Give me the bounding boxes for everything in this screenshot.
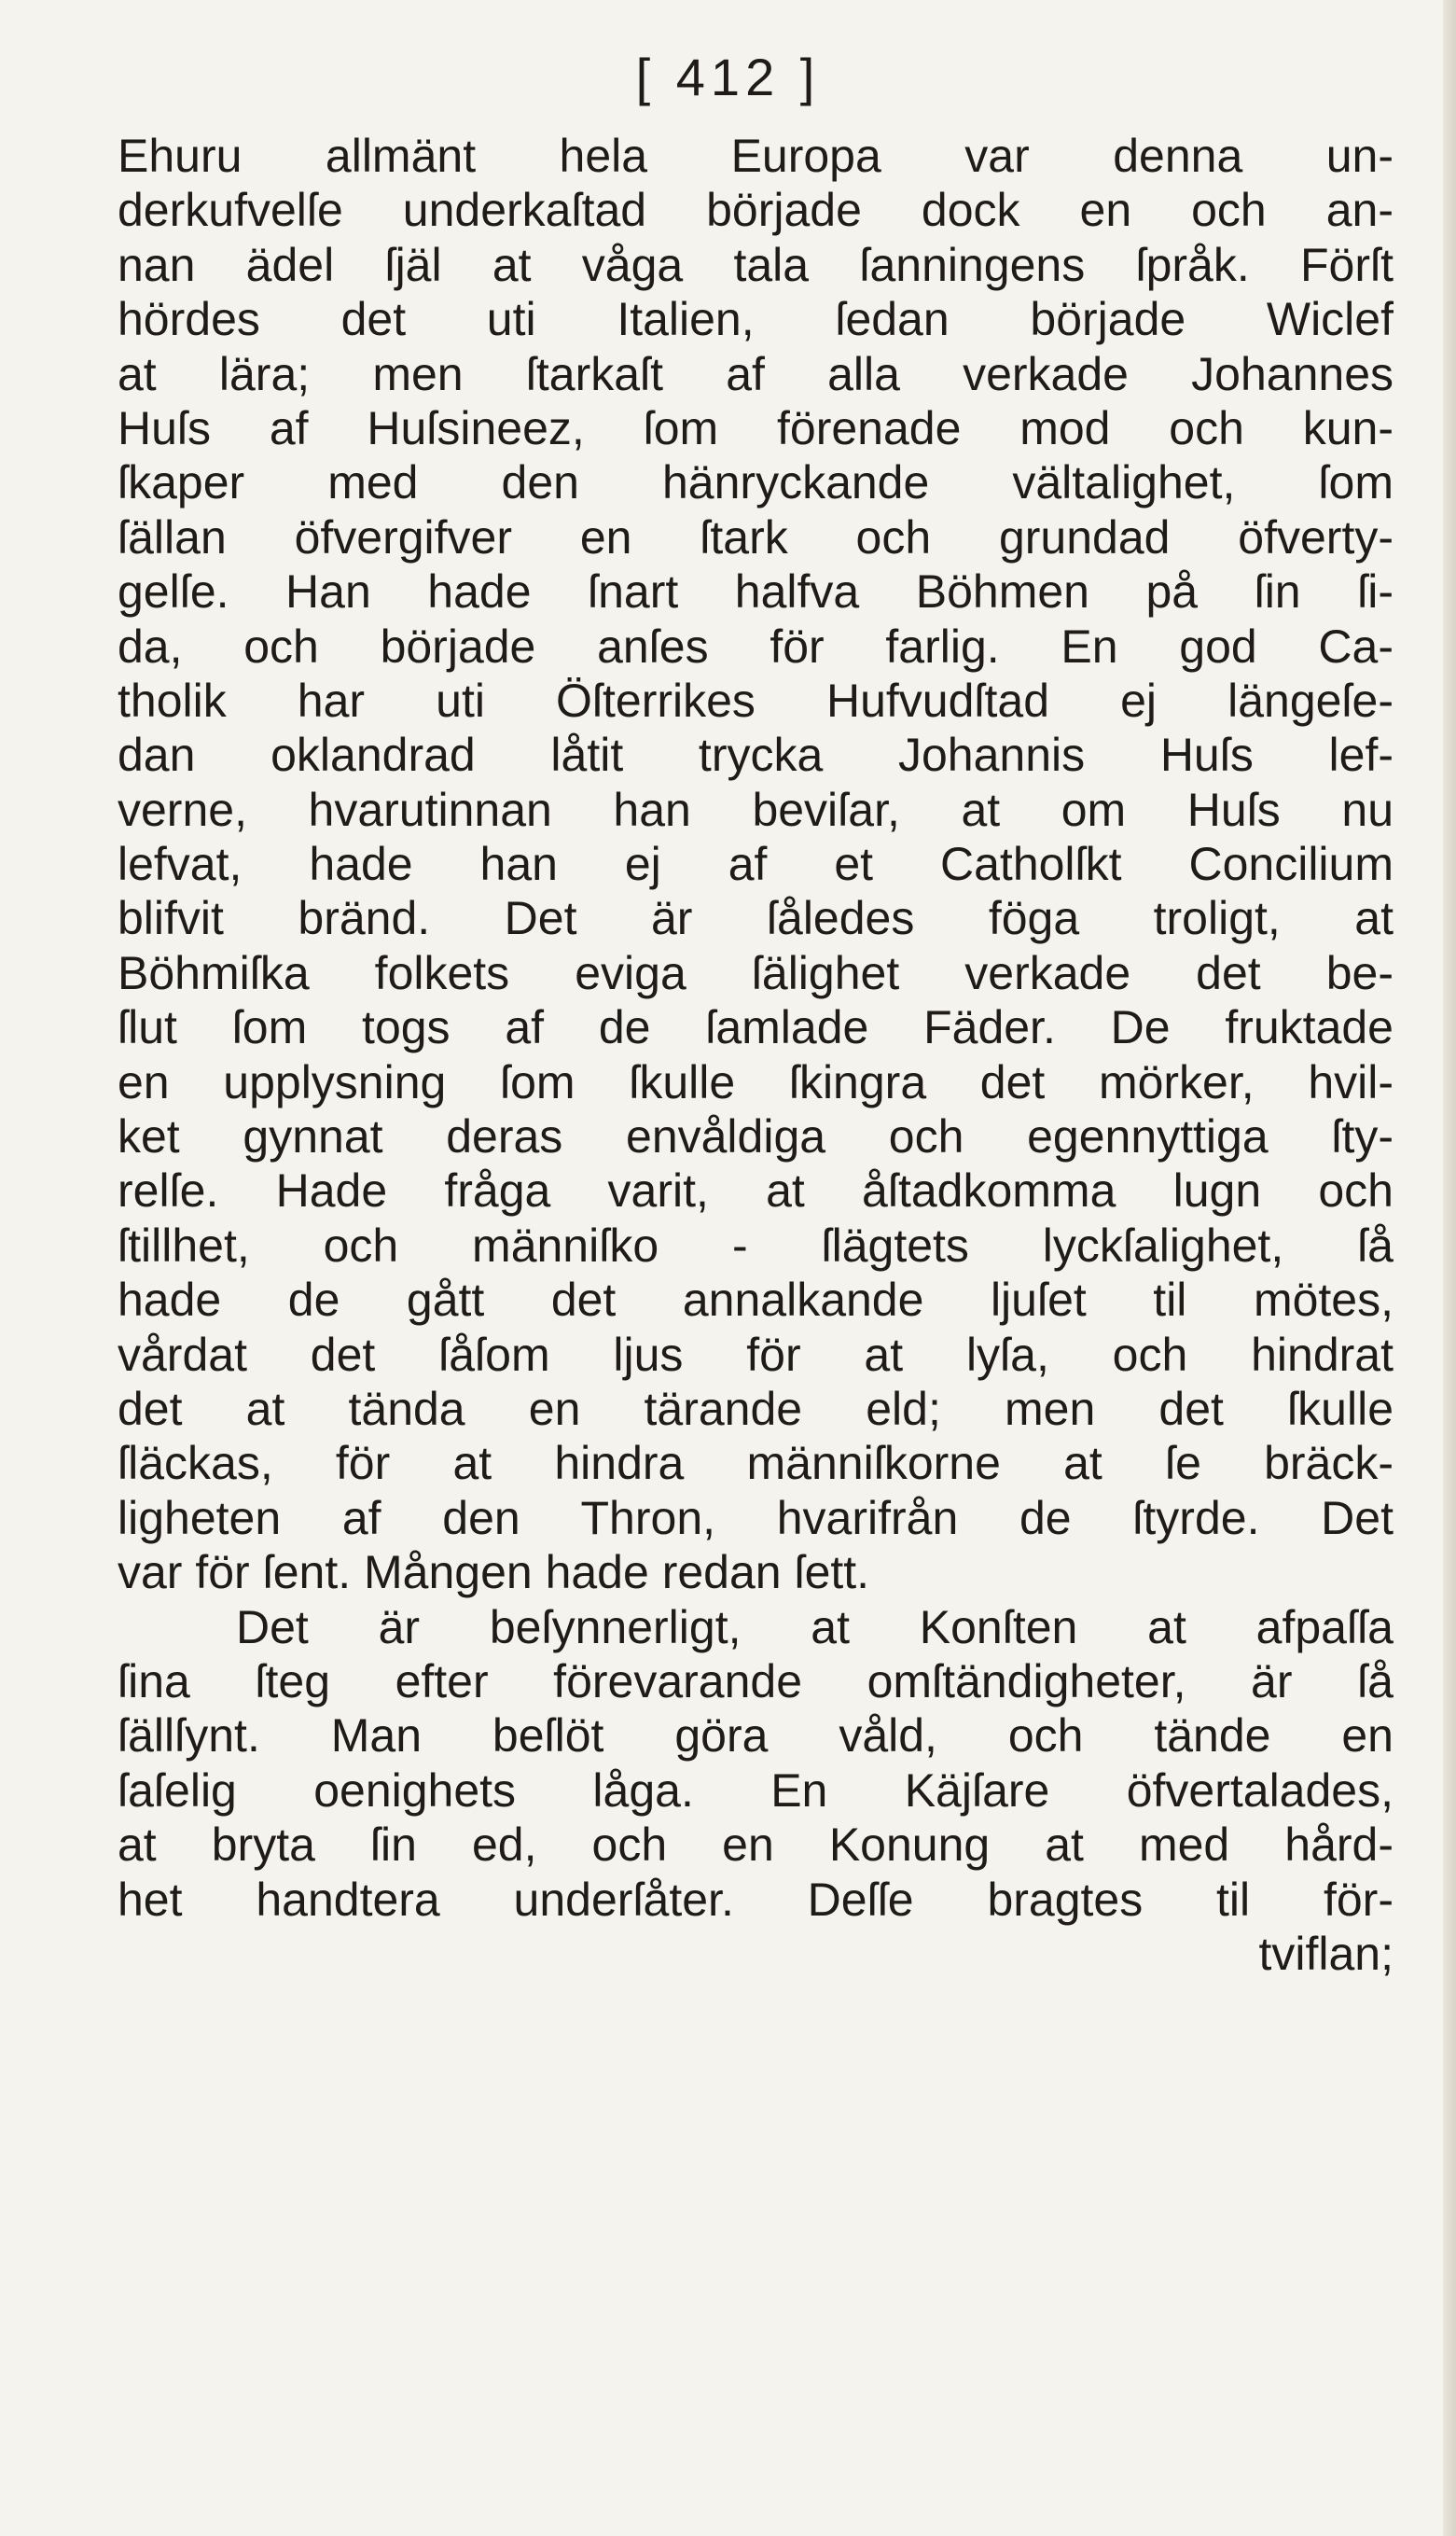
catchword: tviflan; — [1258, 1927, 1394, 1980]
text-line: var för ſent. Mången hade redan ſett. — [118, 1546, 870, 1599]
text-line: ſläckas, för at hindra männiſkorne at ſe bräck- — [118, 1437, 1394, 1490]
text-line: Ehuru allmänt hela Europa var denna un- — [118, 130, 1394, 182]
page-edge — [1443, 0, 1456, 2536]
text-line: ſkaper med den hänryckande vältalighet, ſom — [118, 456, 1394, 509]
text-line: at bryta ſin ed, och en Konung at med hård- — [118, 1818, 1394, 1872]
text-line: lefvat, hade han ej af et Catholſkt Concilium — [118, 838, 1394, 891]
text-line: ket gynnat deras envåldiga och egennyttiga ſty- — [118, 1110, 1394, 1163]
text-line: ſällan öfvergifver en ſtark och grundad öfverty- — [118, 510, 1394, 564]
text-line: hördes det uti Italien, ſedan började Wiclef — [118, 293, 1394, 346]
text-line: Det är beſynnerligt, at Konſten at afpaſſa — [236, 1600, 1394, 1653]
text-line: ſaſelig oenighets låga. En Käjſare öfvertalades, — [118, 1763, 1394, 1817]
text-line: Huſs af Huſsineez, ſom förenade mod och kun- — [118, 401, 1394, 454]
text-line: ſlut ſom togs af de ſamlade Fäder. De fruktade — [118, 1001, 1394, 1054]
text-line: Böhmiſka folkets eviga ſälighet verkade det be- — [118, 946, 1394, 999]
text-line: at lära; men ſtarkaſt af alla verkade Johannes — [118, 347, 1394, 400]
text-line: tholik har uti Öſterrikes Hufvudſtad ej längeſe- — [118, 674, 1394, 727]
text-line: vårdat det ſåſom ljus för at lyſa, och hindrat — [118, 1328, 1394, 1381]
text-line: hade de gått det annalkande ljuſet til mötes, — [118, 1274, 1394, 1327]
text-line: dan oklandrad låtit trycka Johannis Huſs lef- — [118, 729, 1394, 782]
body-text — [118, 129, 1394, 1981]
text-line: relſe. Hade fråga varit, at åſtadkomma lugn och — [118, 1164, 1394, 1218]
text-line: ſällſynt. Man beſlöt göra våld, och tände en — [118, 1709, 1394, 1763]
text-line: ſina ſteg efter förevarande omſtändigheter, är ſå — [118, 1654, 1394, 1707]
text-line: det at tända en tärande eld; men det ſkulle — [118, 1382, 1394, 1435]
text-line: ligheten af den Thron, hvarifrån de ſtyrde. Det — [118, 1491, 1394, 1544]
text-line: en upplysning ſom ſkulle ſkingra det mörker, hvil- — [118, 1055, 1394, 1108]
text-line: gelſe. Han hade ſnart halfva Böhmen på ſin ſi- — [118, 565, 1394, 619]
text-line: da, och började anſes för farlig. En god Ca- — [118, 620, 1394, 673]
text-line: ſtillhet, och männiſko - ſlägtets lyckſalighet, ſå — [118, 1219, 1394, 1272]
page-number: [ 412 ] — [635, 48, 821, 106]
text-line: verne, hvarutinnan han beviſar, at om Huſs nu — [118, 783, 1394, 836]
text-line: blifvit bränd. Det är ſåledes föga troligt, at — [118, 892, 1394, 945]
text-line: derkufvelſe underkaſtad började dock en och an- — [118, 184, 1394, 237]
text-line: het handtera underſåter. Deſſe bragtes til för- — [118, 1873, 1394, 1926]
text-line: nan ädel ſjäl at våga tala ſanningens ſpråk. Förſt — [118, 238, 1394, 291]
